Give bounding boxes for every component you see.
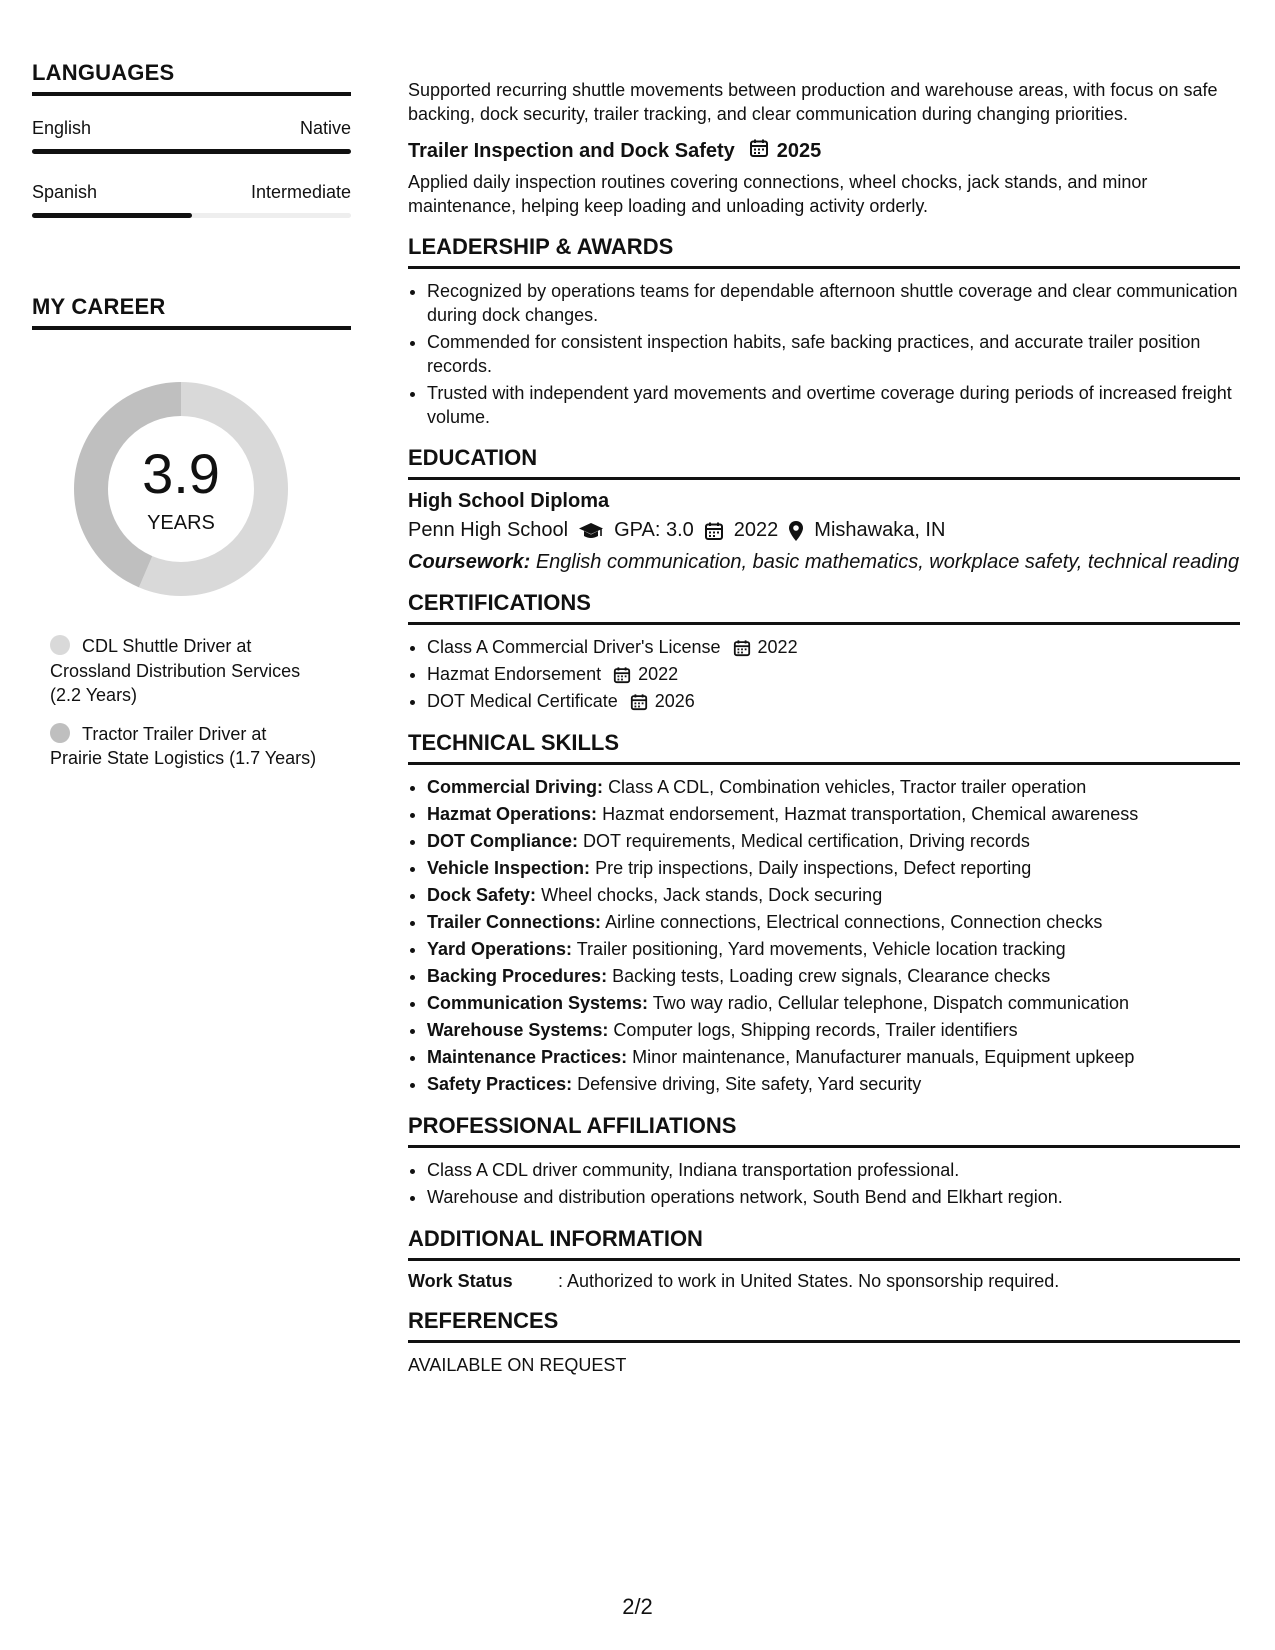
coursework-label: Coursework: xyxy=(408,551,531,573)
career-list xyxy=(50,634,320,771)
certification-item xyxy=(427,689,1240,714)
career-item-text: Tractor Trailer Driver at Prairie State Logistics (1.7 Years) xyxy=(50,723,317,768)
skill-item xyxy=(427,775,1240,800)
education-heading: EDUCATION xyxy=(408,445,1240,480)
experience-continued-text: Supported recurring shuttle movements between production and warehouse areas, with focus on safe backing, dock security, trailer tracking, and clear communication during changing priorities. xyxy=(408,80,1218,124)
language-row xyxy=(32,182,351,218)
certification-date xyxy=(613,662,678,687)
certification-year: 2022 xyxy=(638,664,679,684)
skill-label: Maintenance Practices: xyxy=(427,1047,628,1067)
skill-item xyxy=(427,991,1240,1016)
skill-item xyxy=(427,856,1240,881)
calendar-icon xyxy=(630,693,652,711)
certification-row xyxy=(427,689,1240,714)
references-text: AVAILABLE ON REQUEST xyxy=(408,1355,627,1375)
affiliations-heading: PROFESSIONAL AFFILIATIONS xyxy=(408,1113,1240,1148)
skills-heading: TECHNICAL SKILLS xyxy=(408,730,1240,765)
calendar-icon xyxy=(704,521,724,541)
references-heading: REFERENCES xyxy=(408,1308,1240,1343)
coursework-text: English communication, basic mathematics, workplace safety, technical reading xyxy=(535,551,1240,573)
career-section xyxy=(32,294,351,771)
language-name: English xyxy=(32,118,92,138)
skill-item xyxy=(427,910,1240,935)
certification-item xyxy=(427,635,1240,660)
skill-text: Trailer positioning, Yard movements, Vehicle location tracking xyxy=(576,939,1066,959)
map-pin-icon xyxy=(788,520,804,542)
skill-label: DOT Compliance: xyxy=(427,831,579,851)
skill-text: Airline connections, Electrical connections, Connection checks xyxy=(605,912,1103,932)
certification-date xyxy=(733,635,798,660)
skill-item xyxy=(427,964,1240,989)
skill-text: Hazmat endorsement, Hazmat transportation, Chemical awareness xyxy=(602,804,1139,824)
skill-item xyxy=(427,937,1240,962)
education-school: Penn High School xyxy=(408,519,569,541)
project-description: Applied daily inspection routines covering connections, wheel chocks, jack stands, and minor maintenance, helping keep loading and unloading activity orderly. xyxy=(408,172,1148,216)
skill-item xyxy=(427,1072,1240,1097)
language-bar-track xyxy=(32,149,351,154)
skill-label: Communication Systems: xyxy=(427,993,649,1013)
calendar-icon xyxy=(613,666,635,684)
skill-label: Hazmat Operations: xyxy=(427,804,598,824)
skill-text: Wheel chocks, Jack stands, Dock securing xyxy=(541,885,883,905)
certification-name: • Class A Commercial Driver's License xyxy=(427,637,721,657)
certification-item xyxy=(427,662,1240,687)
certification-date xyxy=(630,689,695,714)
skill-label: Trailer Connections: xyxy=(427,912,602,932)
calendar-icon xyxy=(733,639,755,657)
sidebar xyxy=(32,60,351,785)
skill-text: Computer logs, Shipping records, Trailer identifiers xyxy=(613,1020,1018,1040)
skill-item xyxy=(427,802,1240,827)
list-item: • Class A CDL driver community, Indiana transportation professional. xyxy=(427,1158,1240,1183)
education-location: Mishawaka, IN xyxy=(814,519,946,541)
leadership-list xyxy=(408,279,1240,429)
certification-name: • Hazmat Endorsement xyxy=(427,664,602,684)
work-status-row xyxy=(408,1271,1240,1292)
language-top xyxy=(32,182,351,203)
certification-year: 2022 xyxy=(757,637,798,657)
career-legend-dot xyxy=(50,635,70,655)
project-title: Trailer Inspection and Dock Safety xyxy=(408,139,735,162)
skill-label: Dock Safety: xyxy=(427,885,537,905)
career-total-value: 3.9 xyxy=(142,442,220,505)
skill-text: Two way radio, Cellular telephone, Dispatch communication xyxy=(652,993,1129,1013)
project-year: 2025 xyxy=(776,139,822,162)
work-status-label: Work Status xyxy=(408,1271,513,1291)
language-top xyxy=(32,118,351,139)
additional-info-heading: ADDITIONAL INFORMATION xyxy=(408,1226,1240,1261)
skill-text: Defensive driving, Site safety, Yard security xyxy=(577,1074,922,1094)
education-degree: High School Diploma xyxy=(408,490,610,512)
skill-label: Vehicle Inspection: xyxy=(427,858,591,878)
career-total-unit: YEARS xyxy=(147,512,215,534)
education-meta xyxy=(408,519,1240,542)
leadership-heading: LEADERSHIP & AWARDS xyxy=(408,234,1240,269)
calendar-icon xyxy=(749,138,769,164)
certification-name: • DOT Medical Certificate xyxy=(427,691,618,711)
career-item xyxy=(50,634,320,708)
skill-text: Backing tests, Loading crew signals, Clearance checks xyxy=(612,966,1051,986)
certifications-heading: CERTIFICATIONS xyxy=(408,590,1240,625)
skills-list xyxy=(408,775,1240,1097)
career-legend-dot xyxy=(50,723,70,743)
graduation-cap-icon xyxy=(578,521,604,541)
language-bar-fill xyxy=(32,213,192,218)
skill-label: Warehouse Systems: xyxy=(427,1020,609,1040)
languages-list xyxy=(32,118,351,218)
skill-item xyxy=(427,883,1240,908)
list-item: • Commended for consistent inspection habits, safe backing practices, and accurate trailer position records. xyxy=(427,330,1240,378)
certification-year: 2026 xyxy=(654,691,695,711)
work-status-value: : Authorized to work in United States. No sponsorship required. xyxy=(558,1271,1060,1291)
language-row xyxy=(32,118,351,154)
language-level: Native xyxy=(299,118,351,138)
main-content xyxy=(408,78,1240,1376)
languages-heading: LANGUAGES xyxy=(32,60,351,96)
skill-item xyxy=(427,829,1240,854)
language-bar-track xyxy=(32,213,351,218)
skill-text: DOT requirements, Medical certification, Driving records xyxy=(583,831,1030,851)
skill-label: Yard Operations: xyxy=(427,939,573,959)
page-number: 2/2 xyxy=(622,1594,653,1619)
language-bar-fill xyxy=(32,149,351,154)
language-level: Intermediate xyxy=(250,182,351,202)
skill-label: Safety Practices: xyxy=(427,1074,573,1094)
certification-row xyxy=(427,662,1240,687)
skill-text: Class A CDL, Combination vehicles, Tractor trailer operation xyxy=(608,777,1087,797)
skill-item xyxy=(427,1045,1240,1070)
skill-label: Backing Procedures: xyxy=(427,966,608,986)
certification-row xyxy=(427,635,1240,660)
education-year: 2022 xyxy=(733,519,779,541)
list-item: • Recognized by operations teams for dependable afternoon shuttle coverage and clear communication during dock changes. xyxy=(427,279,1240,327)
education-gpa: GPA: 3.0 xyxy=(614,519,694,541)
career-donut-chart xyxy=(66,374,296,604)
career-item xyxy=(50,722,320,771)
affiliations-list xyxy=(408,1158,1240,1210)
skill-text: Minor maintenance, Manufacturer manuals, Equipment upkeep xyxy=(632,1047,1135,1067)
project-title-row xyxy=(408,138,1240,164)
career-item-text: CDL Shuttle Driver at Crossland Distribution Services (2.2 Years) xyxy=(50,636,301,705)
list-item: • Warehouse and distribution operations network, South Bend and Elkhart region. xyxy=(427,1185,1240,1210)
skill-item xyxy=(427,1018,1240,1043)
certifications-list xyxy=(408,635,1240,714)
education-coursework xyxy=(408,550,1240,574)
list-item: • Trusted with independent yard movements and overtime coverage during periods of increased freight volume. xyxy=(427,381,1240,429)
skill-text: Pre trip inspections, Daily inspections, Defect reporting xyxy=(595,858,1032,878)
language-name: Spanish xyxy=(32,182,98,202)
career-heading: MY CAREER xyxy=(32,294,351,330)
skill-label: Commercial Driving: xyxy=(427,777,604,797)
